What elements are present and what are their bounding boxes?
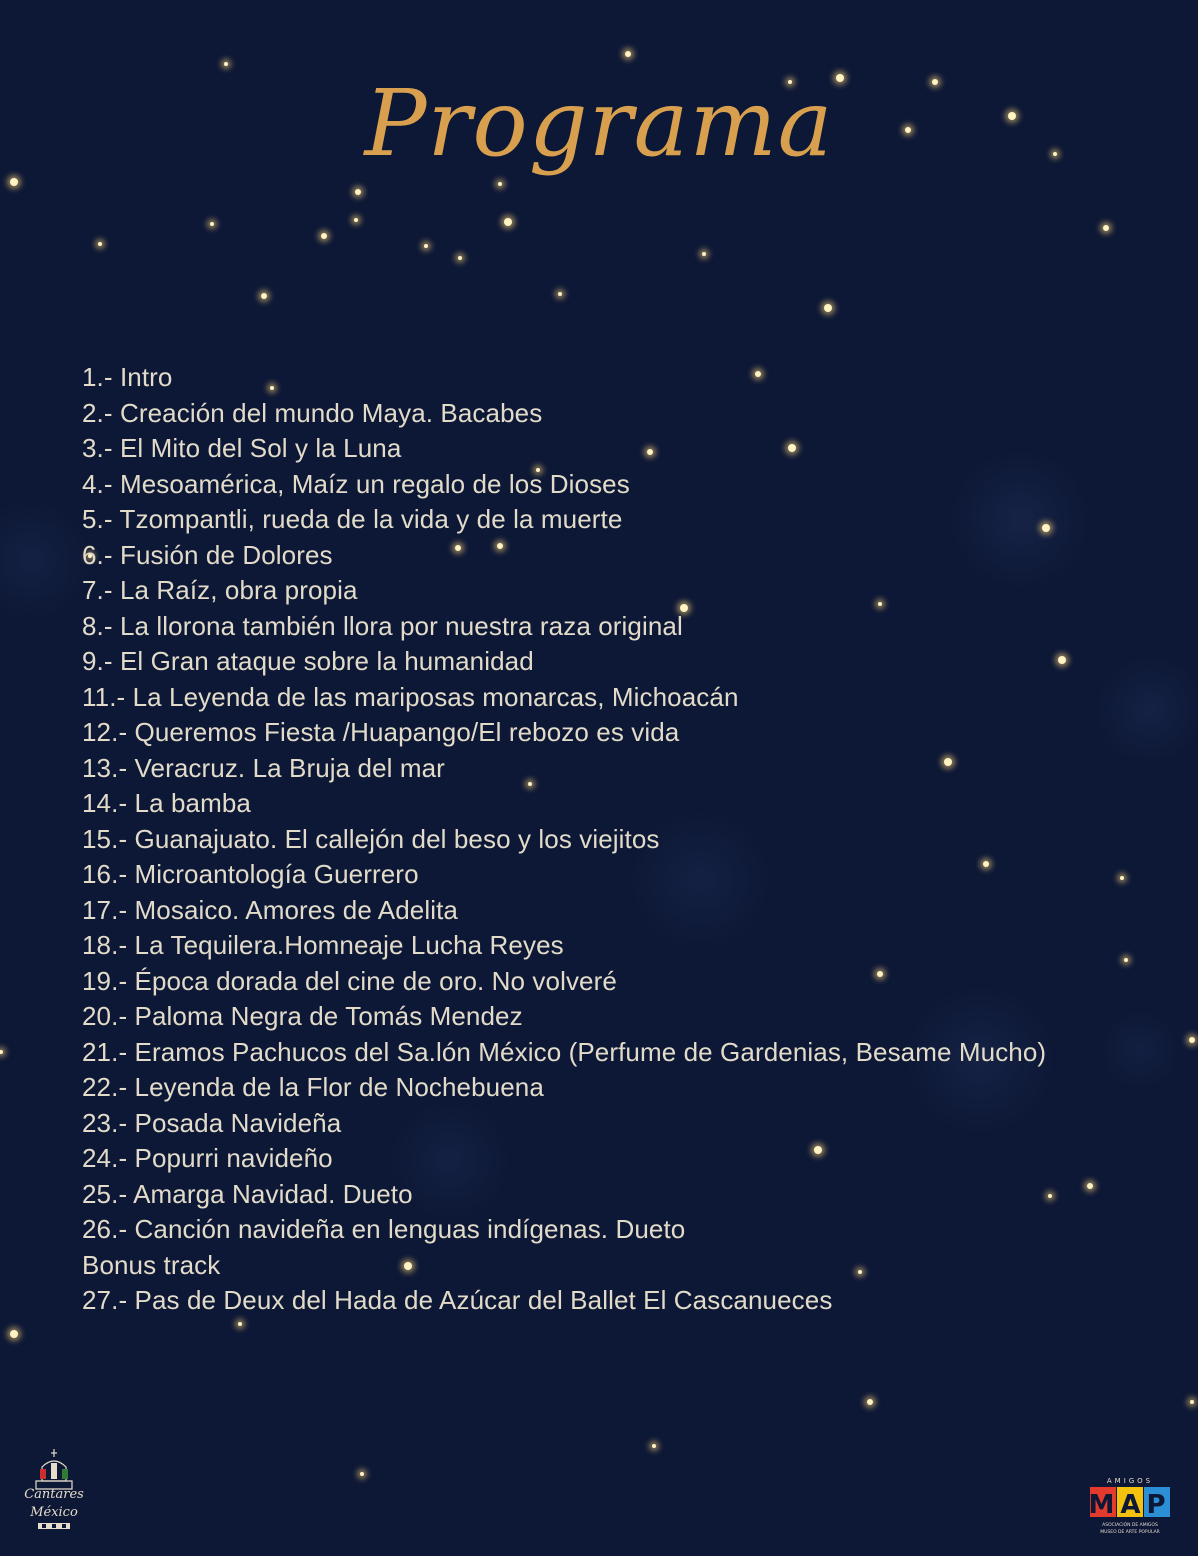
program-item: 13.- Veracruz. La Bruja del mar	[82, 752, 445, 783]
program-item: 12.- Queremos Fiesta /Huapango/El rebozo es vida	[82, 717, 680, 747]
program-item: 14.- La bamba	[82, 788, 251, 818]
sparkle-dot	[824, 304, 832, 312]
program-item: 6.- Fusión de Dolores	[82, 539, 333, 570]
sparkle-dot	[1058, 656, 1066, 664]
cantares-logo-text	[14, 1486, 94, 1522]
sparkle-dot	[625, 51, 631, 57]
program-item: 1.- Intro	[82, 362, 173, 392]
sparkle-dot	[504, 218, 512, 226]
sparkle-dot	[1103, 225, 1109, 231]
program-item: 19.- Época dorada del cine de oro. No volveré	[82, 965, 617, 996]
program-item: 15.- Guanajuato. El callejón del beso y los viejitos	[82, 823, 660, 854]
sparkle-dot	[321, 233, 327, 239]
sparkle-dot	[1087, 1183, 1093, 1189]
map-logo-caption-1: ASOCIACIÓN DE AMIGOS	[1102, 1523, 1158, 1528]
sparkle-dot	[354, 218, 358, 222]
sparkle-dot	[1124, 958, 1128, 962]
sparkle-dot	[10, 1330, 18, 1338]
program-list	[82, 360, 1046, 1319]
sparkle-dot	[558, 292, 562, 296]
program-item: 3.- El Mito del Sol y la Luna	[82, 433, 402, 463]
amigos-logo-top-text: AMIGOS	[1106, 1477, 1154, 1485]
program-item: 16.- Microantología Guerrero	[82, 859, 419, 889]
program-item: 24.- Popurri navideño	[82, 1143, 333, 1173]
sparkle-dot	[224, 62, 228, 66]
program-item: 4.- Mesoamérica, Maíz un regalo de los Dioses	[82, 468, 630, 499]
program-item: 2.- Creación del mundo Maya. Bacabes	[82, 397, 543, 428]
program-item: 21.- Eramos Pachucos del Sa.lón México (Perfume de Gardenias, Besame Mucho)	[82, 1036, 1047, 1067]
program-item: 8.- La llorona también llora por nuestra raza original	[82, 610, 683, 641]
sparkle-dot	[238, 1322, 242, 1326]
program-item: 7.- La Raíz, obra propia	[82, 575, 358, 605]
program-item: 27.- Pas de Deux del Hada de Azúcar del Ballet El Cascanueces	[82, 1285, 833, 1315]
cantares-logo-line1: Cantares	[24, 1487, 84, 1502]
sparkle-dot	[498, 182, 502, 186]
sparkle-dot	[652, 1444, 656, 1448]
program-item: 17.- Mosaico. Amores de Adelita	[82, 894, 458, 925]
page-title: Programa	[364, 70, 834, 177]
program-item: 22.- Leyenda de la Flor de Nochebuena	[82, 1072, 544, 1102]
sparkle-dot	[210, 222, 214, 226]
sparkle-dot	[10, 178, 18, 186]
sparkle-dot	[1048, 1194, 1052, 1198]
program-item: 11.- La Leyenda de las mariposas monarcas, Michoacán	[82, 681, 739, 712]
sparkle-dot	[702, 252, 706, 256]
program-item: Bonus track	[82, 1249, 221, 1280]
map-logo-caption-2: MUSEO DE ARTE POPULAR	[1100, 1530, 1160, 1535]
program-item: 5.- Tzompantli, rueda de la vida y de la muerte	[82, 504, 623, 534]
program-item: 18.- La Tequilera.Homneaje Lucha Reyes	[82, 930, 564, 960]
sparkle-dot	[98, 242, 102, 246]
sparkle-dot	[360, 1472, 364, 1476]
sparkle-dot	[1190, 1400, 1194, 1404]
sparkle-dot	[261, 293, 267, 299]
sparkle-dot	[424, 244, 428, 248]
amigos-map-logo-icon	[1088, 1475, 1172, 1537]
program-item: 23.- Posada Navideña	[82, 1107, 342, 1138]
program-item: 26.- Canción navideña en lenguas indígenas. Dueto	[82, 1214, 686, 1244]
sparkle-dot	[1189, 1037, 1195, 1043]
sparkle-dot	[867, 1399, 873, 1405]
cantares-logo-line2: México	[30, 1505, 78, 1520]
program-item: 9.- El Gran ataque sobre la humanidad	[82, 646, 534, 676]
sparkle-dot	[355, 189, 361, 195]
sparkle-dot	[1120, 876, 1124, 880]
program-item: 20.- Paloma Negra de Tomás Mendez	[82, 1001, 523, 1031]
program-item: 25.- Amarga Navidad. Dueto	[82, 1178, 413, 1209]
map-logo-letters: MAP	[1088, 1490, 1172, 1520]
sparkle-dot	[458, 256, 462, 260]
